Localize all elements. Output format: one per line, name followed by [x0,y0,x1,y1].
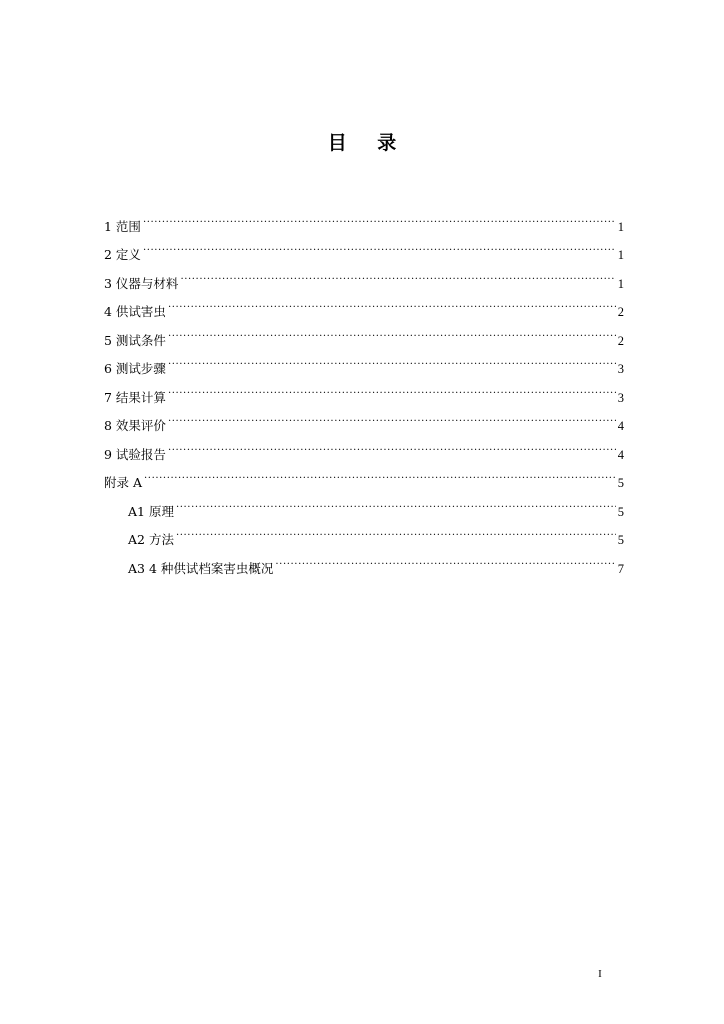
toc-subentry-method[interactable] [104,516,624,545]
toc-entry-label: 8 效果评价 [104,418,166,433]
toc-leader-dots [144,459,616,488]
toc-subentry-principle[interactable] [104,487,624,519]
toc-leader-dots [168,288,616,317]
toc-entry-label: 7 结果计算 [104,389,166,405]
toc-leader-dots [168,316,616,345]
toc-entry-page: 4 [617,447,624,462]
toc-entry-evaluation[interactable] [104,402,624,431]
toc-entry-page: 5 [617,476,624,490]
toc-leader-dots [168,430,616,459]
toc-entry-label: 4 供试害虫 [104,304,166,319]
toc-entry-definitions[interactable] [104,231,624,260]
toc-entry-label: 9 试验报告 [104,446,166,462]
toc-entry-page: 3 [617,390,624,405]
toc-leader-dots [275,544,615,573]
toc-entry-page: 2 [617,333,624,348]
toc-entry-label: A1 原理 [128,503,174,519]
toc-entry-label: 附录 A [104,475,143,490]
toc-entry-label: 3 仪器与材料 [104,275,179,291]
toc-entry-report[interactable] [104,430,624,462]
toc-entry-label: A2 方法 [128,532,174,547]
toc-entry-test-steps[interactable] [104,345,624,374]
toc-entry-page: 7 [617,561,624,576]
toc-entry-label: 2 定义 [104,247,141,262]
toc-entry-scope[interactable] [104,202,624,234]
toc-entry-page: 5 [617,533,624,547]
toc-leader-dots [143,231,616,260]
toc-leader-dots [168,373,616,402]
toc-entry-page: 1 [617,219,624,234]
toc-entry-page: 3 [617,362,624,376]
toc-subentry-pest-overview[interactable] [104,544,624,576]
toc-entry-label: A3 4 种供试档案害虫概况 [128,560,274,576]
toc-entry-label: 5 测试条件 [104,332,166,348]
toc-leader-dots [143,202,616,231]
toc-entry-page: 1 [617,248,624,262]
toc-leader-dots [176,487,616,516]
toc-entry-instruments[interactable] [104,259,624,291]
toc-entry-page: 1 [617,276,624,291]
toc-leader-dots [176,516,616,545]
toc-entry-appendix-a[interactable] [104,459,624,488]
toc-entry-page: 5 [617,504,624,519]
toc-entry-label: 6 测试步骤 [104,361,166,376]
toc-entry-test-conditions[interactable] [104,316,624,348]
page-title: 目 录 [327,132,409,154]
toc-leader-dots [168,345,616,374]
toc-entry-page: 2 [617,305,624,319]
page-number: I [598,968,602,980]
table-of-contents [104,202,624,576]
toc-entry-test-pests[interactable] [104,288,624,317]
toc-entry-page: 4 [617,419,624,433]
toc-leader-dots [168,402,616,431]
toc-entry-label: 1 范围 [104,218,141,234]
toc-leader-dots [180,259,615,288]
toc-entry-calculation[interactable] [104,373,624,405]
